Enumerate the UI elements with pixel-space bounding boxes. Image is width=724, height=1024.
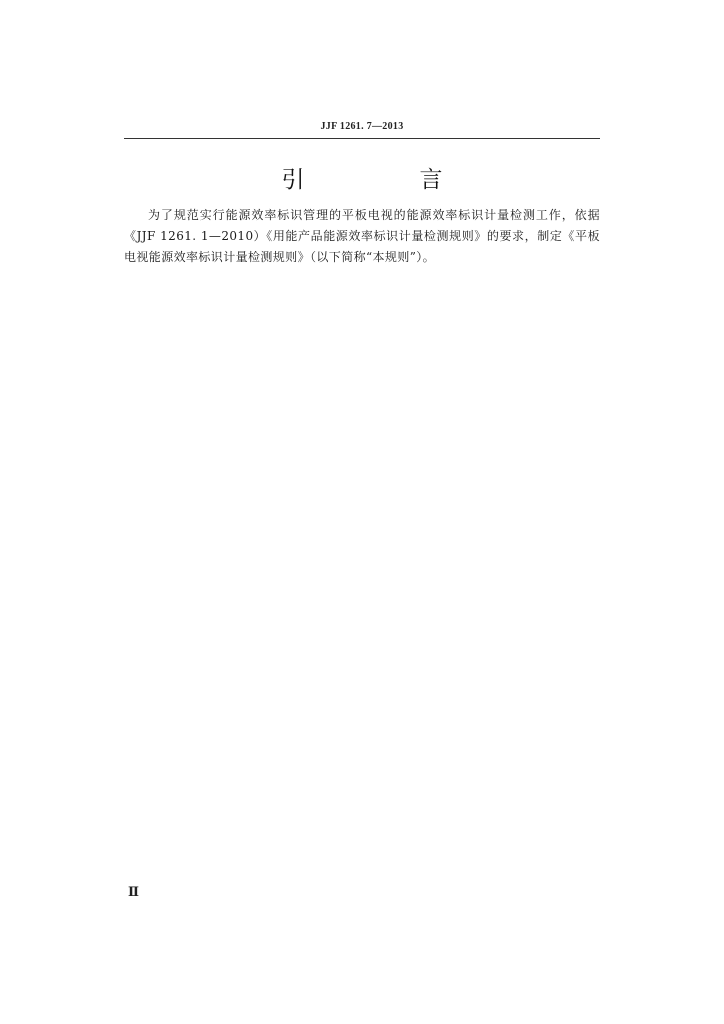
page-number: Ⅱ <box>128 884 139 899</box>
running-header: JJF 1261. 7—2013 <box>320 121 404 132</box>
page-title: 引 言 <box>281 167 489 193</box>
body-paragraph: 为了规范实行能源效率标识管理的平板电视的能源效率标识计量检测工作，依据《JJF 1261. 1—2010）《用能产品能源效率标识计量检测规则》的要求，制定《平板电视能源效率标识计量检测规则》（以下简称“本规则”）。 <box>124 208 600 264</box>
header-rule <box>124 138 600 139</box>
